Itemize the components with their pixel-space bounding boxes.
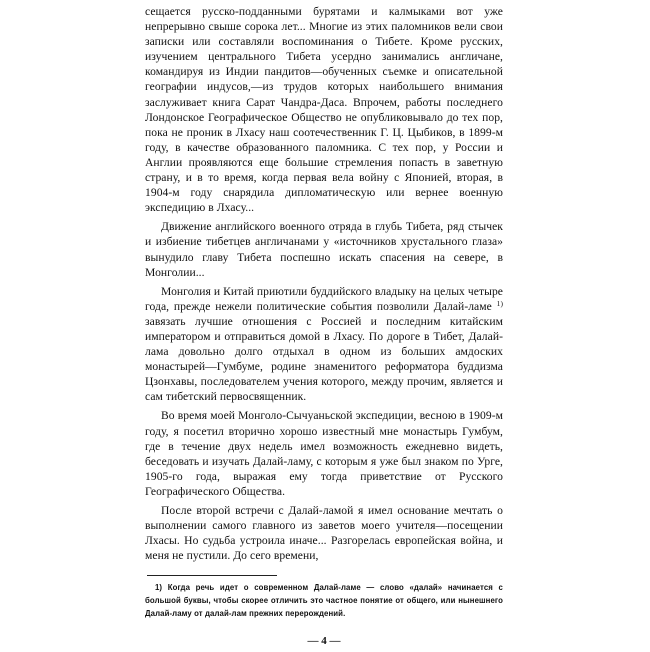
paragraph-1-text: сещается русско-подданными бурятами и калмыками вот уже непрерывно свыше сорока лет... Многие из этих паломников вели свои записки или составляли воспоминания о Тибете. Кроме русских, изучением центрального Тибета усердно занимались англичане, командируя из Индии пандитов—обученных съемке и описательной географии индусов,—из трудов которых наибольшего внимания заслуживает книга Сарат Чандра-Даса. Впрочем, работы последнего Лондонское Географическое Общество не опубликовывало до тех пор, пока не проник в Лхасу наш соотечественник Г. Ц. Цыбиков, в 1899-м году, в качестве образованного паломника. С тех пор, у России и Англии проявляются еще большие стремления попасть в заветную страну, и в то время, когда первая вела войну с Японией, вторая, в 1904-м году снарядила дипломатическую или вернее военную экспедицию в Лхасу... [145,5,503,215]
paragraph-2 [145,219,503,279]
paragraph-5 [145,503,503,563]
paragraph-1 [145,4,503,215]
paragraph-3 [145,284,503,405]
paragraph-4-text: Во время моей Монголо-Сычуаньской экспедиции, весною в 1909-м году, я посетил вторично хорошо известный мне монастырь Гумбум, где в течение двух недель имел возможность ежедневно видеть, беседовать и изучать Далай-ламу, с которым я уже был знаком по Урге, 1905-го года, выражая ему тогда приветствие от Русского Географического Общества. [145,409,503,498]
paragraph-4 [145,408,503,499]
paragraph-3-text-before: Монголия и Китай приютили буддийского владыку на целых четыре года, прежде нежели политические события позволили Далай-ламе [145,284,503,313]
paragraph-2-text: Движение английского военного отряда в глубь Тибета, ряд стычек и избиение тибетцев англичанами у «источников хрустального глаза» вынудило главу Тибета поспешно искать спасения на севере, в Монголии... [145,220,503,279]
footnote-marker: 1) [496,298,503,308]
page-number: — 4 — [307,635,341,648]
main-text [145,4,503,563]
paragraph-3-text-after: завязать лучшие отношения с Россией и последним китайским императором и отправиться домой в Лхасу. По дороге в Тибет, Далай-лама довольно долго отдыхал в одном из больших амдоских монастырей—Гумбуме, родине знаменитого реформатора буддизма Цзонхавы, последователем учения которого, между прочим, является и сам тибетский первосвященник. [145,314,503,404]
paragraph-5-text: После второй встречи с Далай-ламой я имел основание мечтать о выполнении самого главного из заветов моего учителя—посещении Лхасы. Но судьба устроила иначе... Разгорелась европейская война, и меня не пустили. До сего времени, [145,504,503,563]
footnote-separator [147,575,277,576]
book-page [145,4,503,647]
footnote: 1) Когда речь идет о современном Далай-ламе — слово «далай» начинается с большой буквы, чтобы скорее отличить это частное понятие от общего, или нынешнего Далай-ламу от далай-лам прежних перерождений. [145,583,503,618]
